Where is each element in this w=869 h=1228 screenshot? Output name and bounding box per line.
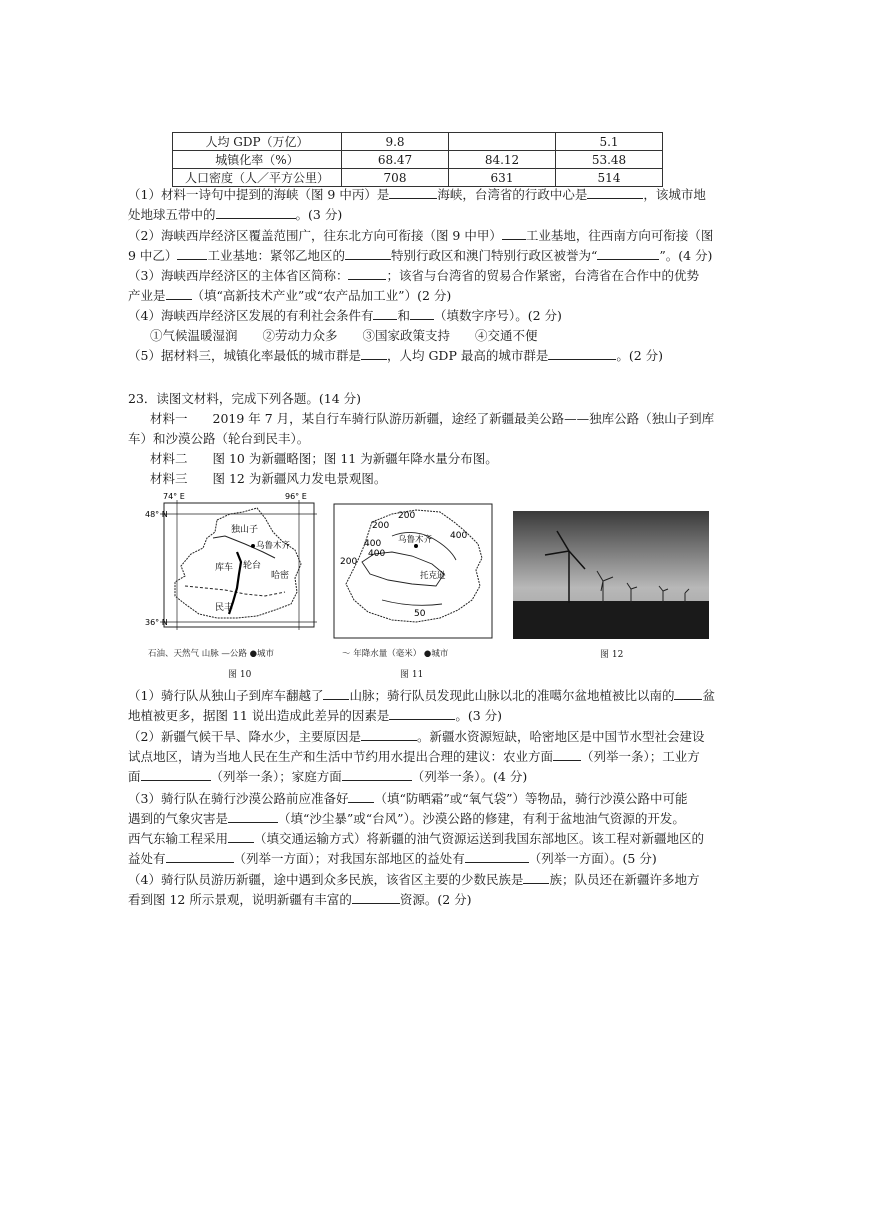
contour-400: 400 (364, 539, 382, 549)
figure-12-caption: 图 12 (600, 650, 624, 660)
label-luntai: 轮台 (243, 561, 262, 571)
q22-part4-options: ①气候温暖湿润 ②劳动力众多 ③国家政策支持 ④交通不便 (150, 328, 538, 343)
label-urumqi: 乌鲁木齐 (398, 535, 433, 545)
q22-part3-line1: （3）海峡西岸经济区的主体省区简称： ；该省与台湾省的贸易合作紧密，台湾省在合作中的优势 (128, 268, 699, 283)
q23-part3-line3: 西气东输工程采用 （填交通运输方式）将新疆的油气资源运送到我国东部地区。该工程对新疆地区的 (128, 831, 705, 846)
q23-part3-line2: 遇到的气象灾害是 （填“沙尘暴”或“台风”）。沙漠公路的修建，有利于盆地油气资源的开发。 (128, 811, 685, 826)
q23-part3-line4: 益处有 （列举一方面）；对我国东部地区的益处有 （列举一方面）。(5 分) (128, 851, 657, 866)
city-urumqi-dot (251, 544, 255, 548)
table-cell: 9.8 (342, 133, 449, 151)
q23-material2: 材料二 图 10 为新疆略图；图 11 为新疆年降水量分布图。 (150, 451, 498, 466)
table-cell: 53.48 (556, 151, 663, 169)
q22-part5-line1: （5）据材料三，城镇化率最低的城市群是 ，人均 GDP 最高的城市群是 。(2 分) (128, 348, 664, 363)
label-lon-96: 96° E (285, 492, 307, 501)
label-lat-36: 36° N (145, 618, 168, 627)
q23-part1-line2: 地植被更多，据图 11 说出造成此差异的因素是 。(3 分) (128, 708, 503, 723)
q23-part2-line2: 试点地区，请为当地人民在生产和生活中节约用水提出合理的建议：农业方面 （列举一条）；工业方 (128, 749, 700, 764)
table-cell: 631 (449, 169, 556, 187)
q23-material1-line2: 车）和沙漠公路（轮台到民丰）。 (128, 431, 310, 446)
figure-11-caption: 图 11 (400, 670, 424, 680)
table-cell: 68.47 (342, 151, 449, 169)
q22-part2-line2: 9 中乙） 工业基地：紧邻乙地区的 特别行政区和澳门特别行政区被誉为“ ”。(4 分) (128, 248, 713, 263)
label-tokxun: 托克逊 (420, 571, 446, 581)
contour-200: 200 (372, 521, 390, 531)
table-row (173, 151, 663, 169)
table-cell: 城镇化率（%） (173, 151, 342, 169)
label-lat-48: 48° N (145, 510, 168, 519)
label-kuche: 库车 (215, 563, 234, 573)
q22-part3-line2: 产业是 （填“高新技术产业”或“农产品加工业”）(2 分) (128, 288, 452, 303)
label-minfeng: 民丰 (215, 603, 234, 613)
q22-part2-line1: （2）海峡西岸经济区覆盖范围广，往东北方向可衔接（图 9 中甲） 工业基地，往西南方向可衔接（图 (128, 228, 714, 243)
q23-part3-line1: （3）骑行队在骑行沙漠公路前应准备好 （填“防晒霜”或“氧气袋”）等物品，骑行沙漠公路中可能 (128, 791, 688, 806)
contour-400: 400 (450, 531, 468, 541)
table-cell (449, 133, 556, 151)
q23-part4-line1: （4）骑行队员游历新疆，途中遇到众多民族，该省区主要的少数民族是 族；队员还在新疆许多地方 (128, 872, 700, 887)
contour-400: 400 (368, 549, 386, 559)
table-row (173, 169, 663, 187)
q23-part4-line2: 看到图 12 所示景观，说明新疆有丰富的 资源。(2 分) (128, 892, 472, 907)
q23-part2-line3: 面 （列举一条）；家庭方面 （列举一条）。(4 分) (128, 769, 528, 784)
q23-part2-line1: （2）新疆气候干旱、降水少，主要原因是 。新疆水资源短缺，哈密地区是中国节水型社会建设 (128, 729, 705, 744)
table-cell: 514 (556, 169, 663, 187)
contour-200: 200 (340, 557, 358, 567)
contour-50: 50 (414, 609, 426, 619)
figure-12-photo (513, 511, 709, 639)
figure-10-legend: 石油、天然气 山脉 —公路 ●城市 (148, 649, 275, 659)
table-cell: 人口密度（人／平方公里） (173, 169, 342, 187)
table-cell: 84.12 (449, 151, 556, 169)
contour-200: 200 (398, 511, 416, 521)
label-hami: 哈密 (271, 571, 290, 581)
q23-title: 23．读图文材料，完成下列各题。(14 分) (128, 391, 362, 406)
label-dushanzi: 独山子 (231, 525, 259, 535)
q23-material1-line1: 材料一 2019 年 7 月，某自行车骑行队游历新疆，途经了新疆最美公路——独库公路（独山子到库 (150, 411, 715, 426)
q23-material3: 材料三 图 12 为新疆风力发电景观图。 (150, 471, 387, 486)
table-row (173, 133, 663, 151)
table-cell: 708 (342, 169, 449, 187)
data-table (172, 132, 663, 187)
figure-10-caption: 图 10 (228, 670, 252, 680)
figure-10-map (145, 492, 325, 660)
q22-part1-line2: 处地球五带中的 。(3 分) (128, 207, 343, 222)
label-urumqi: 乌鲁木齐 (256, 541, 291, 551)
figure-11-map (332, 500, 496, 642)
q22-part1-line1: （1）材料一诗句中提到的海峡（图 9 中丙）是 海峡，台湾省的行政中心是 ，该城市地 (128, 187, 706, 202)
table-cell: 5.1 (556, 133, 663, 151)
figure-11-legend: 〜 年降水量（毫米） ●城市 (342, 649, 449, 659)
table-cell: 人均 GDP（万亿） (173, 133, 342, 151)
label-lon-74: 74° E (163, 492, 185, 501)
q22-part4-line1: （4）海峡西岸经济区发展的有利社会条件有 和 （填数字序号）。(2 分) (128, 308, 562, 323)
q23-part1-line1: （1）骑行队从独山子到库车翻越了 山脉；骑行队员发现此山脉以北的准噶尔盆地植被比以南的 盆 (128, 688, 715, 703)
